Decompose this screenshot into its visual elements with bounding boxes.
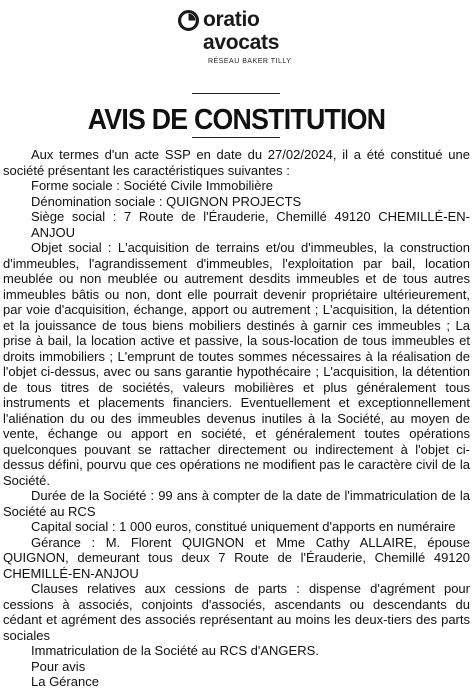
paragraph-forme: Forme sociale : Société Civile Immobilière (31, 178, 274, 193)
paragraph-denomination: Dénomination sociale : QUIGNON PROJECTS (31, 193, 302, 209)
paragraph-duree: Durée de la Société : 99 ans à compter de la date de l'immatriculation de la Société au RCS (3, 488, 470, 519)
paragraph-pour-avis: Pour avis (31, 658, 86, 674)
paragraph-signature: La Gérance (31, 674, 99, 689)
top-divider (192, 93, 280, 94)
paragraph-siege: Siège social : 7 Route de l'Érauderie, Chemillé 49120 CHEMILLÉ-EN-ANJOU (31, 209, 470, 240)
logo-tagline: RÉSEAU BAKER TILLY (208, 58, 292, 65)
oratio-logo (178, 8, 298, 80)
logo-text-avocats: avocats (203, 31, 280, 54)
logo-text-oratio: oratio (203, 8, 260, 31)
paragraph-capital: Capital social : 1 000 euros, constitué uniquement d'apports en numéraire (31, 519, 456, 534)
paragraph-intro: Aux termes d'un acte SSP en date du 27/02/2024, il a été constitué une société présentant les caractéristiques suivantes : (3, 147, 470, 178)
oratio-logo-icon (178, 10, 199, 31)
paragraph-clauses: Clauses relatives aux cessions de parts : dispense d'agrément pour cessions à associés, conjoints d'associés, ascendants ou descendants du cédant et agrément des associés représentant au moins les deux-tiers des parts sociales (3, 581, 470, 643)
title-divider (192, 137, 280, 138)
notice-body (3, 147, 470, 690)
notice-title: AVIS DE CONSTITUTION (87, 104, 386, 136)
paragraph-gerance: Gérance : M. Florent QUIGNON et Mme Cathy ALLAIRE, épouse QUIGNON, demeurant tous deux 7 Route de l'Érauderie, Chemillé 49120 CHEMILLÉ-EN-ANJOU (3, 534, 470, 581)
paragraph-immatriculation: Immatriculation de la Société au RCS d'ANGERS. (31, 643, 319, 658)
paragraph-objet: Objet social : L'acquisition de terrains et/ou d'immeubles, la construction d'immeubles, l'agrandissement d'immeubles, l'exploitation par bail, location meublée ou non meublée ou autrement desdits immeubles et de tous autres immeubles bâtis ou non, dont elle pourrait devenir propriétaire ultérieurement, par voie d'acquisition, échange, apport ou autrement ; L'acquisition, la détention et la jouissance de tous biens mobiliers destinés à garnir ces immeubles ; La prise à bail, la location active et passive, la sous-location de tous immeubles et droits immobiliers ; L'emprunt de toutes sommes nécessaires à la réalisation de l'objet ci-dessus, avec ou sans garantie hypothécaire ; L'acquisition, la détention de tous titres de sociétés, valeurs mobilières et plus généralement tous instruments et placements financiers. Eventuellement et exceptionnellement l'aliénation du ou des immeubles devenus inutiles à la Société, au moyen de vente, échange ou apport en société, et généralement toutes opérations quelconques pouvant se rattacher directement ou indirectement à l'objet ci-dessus défini, pourvu que ces opérations ne modifient pas le caractère civil de la Société. (3, 240, 470, 488)
